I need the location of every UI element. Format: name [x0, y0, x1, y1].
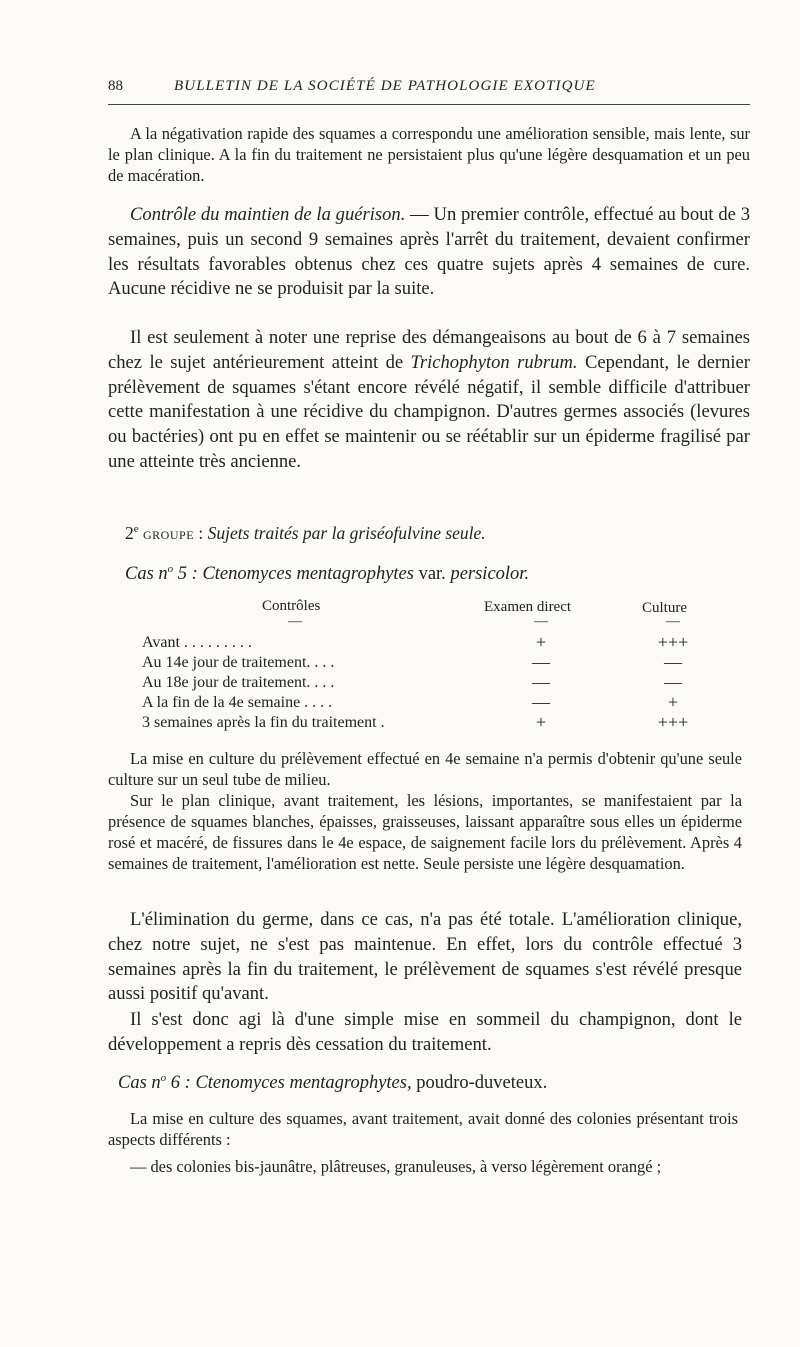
cell-direct: + [535, 712, 547, 732]
paragraph-7: La mise en culture des squames, avant traitement, avait donné des colonies présentant trois aspects différents : [108, 1109, 738, 1149]
row-label: A la fin de la 4e semaine . . . . [142, 694, 333, 711]
section-heading: Contrôle du maintien de la guérison. [130, 204, 406, 225]
col-header-controles: Contrôles [262, 598, 321, 614]
paragraph-6: Il s'est donc agi là d'une simple mise en sommeil du champignon, dont le développement a repris dès cessation du traitement. [108, 1009, 742, 1055]
section-text: — Un premier contrôle, effectué au bout de 3 semaines, puis un second 9 semaines après l'arrêt du traitement, devaient confirmer les résultats favorables obtenus chez ces quatre sujets après 4 semaines de cure. Aucune récidive ne se produisit par la suite. [108, 204, 750, 300]
paragraph-5: L'élimination du germe, dans ce cas, n'a pas été totale. L'amélioration clinique, chez notre sujet, ne s'est pas maintenue. En effet, lors du contrôle effectué 3 semaines après la fin du traitement, le prélèvement de squames s'est révélé presque aussi positif qu'avant. [108, 909, 742, 1005]
paragraph-2: Il est seulement à noter une reprise des démangeaisons au bout de 6 à 7 semaines chez le sujet antérieurement atteint de Trichophyton rubrum. Cependant, le dernier prélèvement de squames s'étant encore révélé négatif, il semble difficile d'attribuer cette manifestation à une récidive du champignon. D'autres germes associés (levures ou bactéries) ont pu en effet se maintenir ou se réétablir sur un épiderme fragilisé par une atteinte très ancienne. [108, 327, 750, 472]
col-header-examen: Examen direct [484, 599, 572, 615]
page-number: 88 [108, 78, 123, 94]
paragraph-3: La mise en culture du prélèvement effectué en 4e semaine n'a permis d'obtenir qu'une seule culture sur un seul tube de milieu. [108, 749, 742, 789]
row-label: Avant . . . . . . . . . [142, 634, 252, 651]
cell-culture: — [664, 652, 682, 672]
row-label: 3 semaines après la fin du traitement . [142, 714, 385, 731]
paragraph-4: Sur le plan clinique, avant traitement, les lésions, importantes, se manifestaient par la présence de squames blanches, épaisses, graisseuses, laissant apparaître sous elles un épiderme rosé et macéré, de fissures dans le 4e espace, de saignement facile lors du prélèvement. Après 4 semaines de traitement, l'amélioration est nette. Seule persiste une légère desquamation. [108, 791, 742, 873]
row-label: Au 14e jour de traitement. . . . [142, 654, 335, 671]
row-label: Au 18e jour de traitement. . . . [142, 674, 335, 691]
paragraph-1: A la négativation rapide des squames a correspondu une amélioration sensible, mais lente, sur le plan clinique. A la fin du traitement ne persistaient plus qu'une légère desquamation et un peu de macération. [108, 124, 750, 185]
cell-culture: +++ [657, 712, 689, 732]
header-dash: — [666, 614, 680, 629]
case-5-heading: Cas $n^o$ 5 : Ctenomyces mentagrophytes var. persicolor. [125, 563, 530, 585]
journal-title: BULLETIN DE LA SOCIÉTÉ DE PATHOLOGIE EXOTIQUE [174, 78, 596, 94]
cell-direct: — [532, 652, 550, 672]
header-dash: — [534, 614, 548, 629]
section-maintien [108, 203, 750, 302]
group-heading: 2e groupe : Sujets traités par la griséofulvine seule. [125, 523, 486, 543]
cell-culture: +++ [657, 632, 689, 652]
cell-direct: + [535, 632, 547, 652]
cell-direct: — [532, 692, 550, 712]
running-header [108, 78, 748, 102]
species-name: Trichophyton rubrum. [410, 351, 578, 373]
header-rule [108, 104, 750, 105]
col-header-culture: Culture [642, 600, 687, 616]
cell-culture: — [664, 672, 682, 692]
cell-culture: + [667, 692, 679, 712]
paragraph-8: — des colonies bis-jaunâtre, plâtreuses, granuleuses, à verso légèrement orangé ; [130, 1157, 662, 1176]
case-6-heading: Cas $n^o$ 6 : Ctenomyces mentagrophytes, poudro-duveteux. [118, 1072, 548, 1094]
cell-direct: — [532, 672, 550, 692]
header-dash: — [288, 614, 302, 629]
